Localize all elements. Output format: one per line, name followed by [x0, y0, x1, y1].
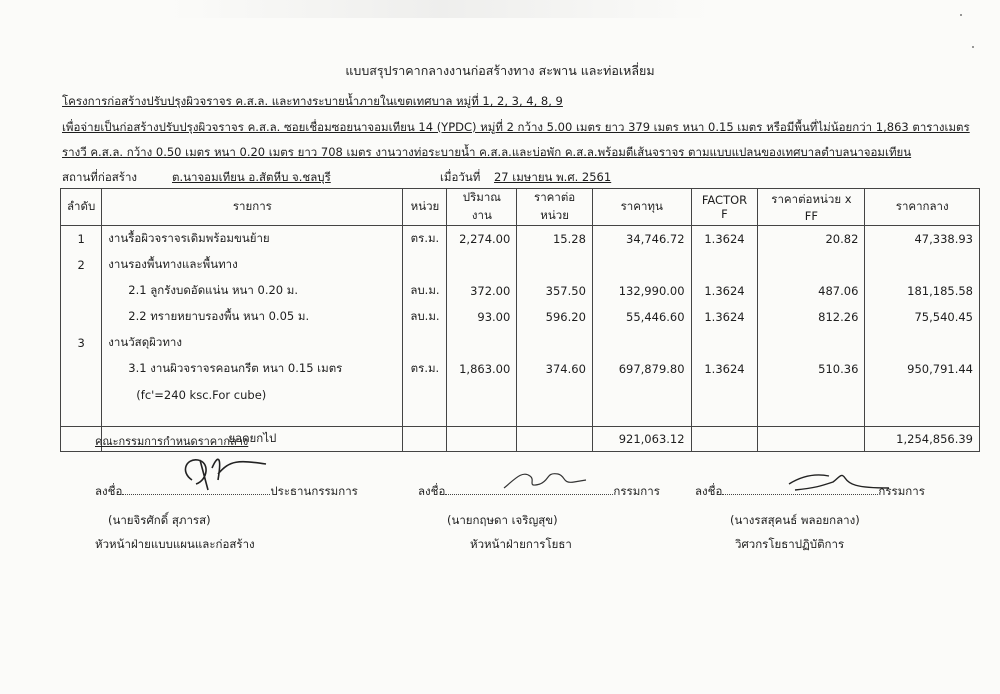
header-no: ลำดับ: [61, 189, 102, 226]
signer-name-3: (นางรสสุคนธ์ พลอยกลาง): [730, 513, 860, 527]
row-no: 1: [61, 226, 102, 253]
total-label: ยอดยกไป: [102, 427, 403, 452]
table-row: [61, 356, 980, 382]
signer-position-2: หัวหน้าฝ่ายการโยธา: [470, 537, 572, 551]
signer-position-3: วิศวกรโยธาปฏิบัติการ: [735, 537, 845, 551]
row-no: [61, 356, 102, 382]
row-unit: [403, 252, 447, 278]
signature-line-2: [418, 483, 660, 501]
header-unit-price: ราคาต่อหน่วย: [517, 189, 593, 226]
header-median: ราคากลาง: [865, 189, 980, 226]
row-unit-price: [517, 382, 593, 408]
row-item: 2.2 ทรายหยาบรองพื้น หนา 0.05 ม.: [102, 304, 403, 330]
row-factor: 1.3624: [691, 226, 758, 253]
sign-label: ลงชื่อ: [95, 484, 123, 498]
signature-line-3: [695, 483, 925, 501]
row-median: [865, 252, 980, 278]
row-unit-price: 15.28: [517, 226, 593, 253]
header-factor: FACTOR F: [691, 189, 758, 226]
row-factor: [691, 330, 758, 356]
row-factor: [691, 252, 758, 278]
total-median: 1,254,856.39: [865, 427, 980, 452]
signer-name-1: (นายจิรศักดิ์ สุภารส): [108, 513, 211, 527]
table-row: [61, 278, 980, 304]
row-factor: 1.3624: [691, 278, 758, 304]
header-cost: ราคาทุน: [592, 189, 691, 226]
row-price-ff: 812.26: [758, 304, 865, 330]
date-field: [440, 169, 611, 187]
row-median: 47,338.93: [865, 226, 980, 253]
site-value: ต.นาจอมเทียน อ.สัตหีบ จ.ชลบุรี: [172, 170, 331, 184]
row-factor: 1.3624: [691, 304, 758, 330]
row-price-ff: 510.36: [758, 356, 865, 382]
header-price-ff: ราคาต่อหน่วย x FF: [758, 189, 865, 226]
row-factor: 1.3624: [691, 356, 758, 382]
row-cost: [592, 382, 691, 408]
table-row: [61, 330, 980, 356]
row-unit: ตร.ม.: [403, 356, 447, 382]
signer-role: กรรมการ: [878, 484, 925, 498]
row-unit: ลบ.ม.: [403, 304, 447, 330]
row-median: [865, 382, 980, 408]
drain-line: รางวี ค.ส.ล. กว้าง 0.50 เมตร หนา 0.20 เมตร ยาว 708 เมตร งานวางท่อระบายน้ำ ค.ส.ล.และบ่อพัก ค.ส.ล.พร้อมตีเส้นจราจร ตามแบบแปลนของเทศบาลตำบลนาจอมเทียน: [62, 145, 912, 159]
row-qty: 2,274.00: [447, 226, 517, 253]
row-qty: [447, 252, 517, 278]
row-unit-price: 596.20: [517, 304, 593, 330]
header-item: รายการ: [102, 189, 403, 226]
committee-heading: คณะกรรมการกำหนดราคากลาง: [95, 435, 249, 448]
row-qty: 93.00: [447, 304, 517, 330]
row-factor: [691, 382, 758, 408]
row-no: [61, 304, 102, 330]
row-qty: [447, 330, 517, 356]
table-header-row: [61, 189, 980, 226]
row-item: งานรองพื้นทางและพื้นทาง: [102, 252, 403, 278]
row-no: 3: [61, 330, 102, 356]
row-qty: 1,863.00: [447, 356, 517, 382]
row-no: [61, 278, 102, 304]
row-unit: [403, 382, 447, 408]
row-item: งานวัสดุผิวทาง: [102, 330, 403, 356]
table-row: [61, 226, 980, 253]
header-qty: ปริมาณงาน: [447, 189, 517, 226]
row-cost: [592, 330, 691, 356]
scan-speck: [972, 46, 974, 48]
project-line: โครงการก่อสร้างปรับปรุงผิวจราจร ค.ส.ล. และทางระบายน้ำภายในเขตเทศบาล หมู่ที่ 1, 2, 3, 4, 8, 9: [62, 94, 563, 108]
row-median: 181,185.58: [865, 278, 980, 304]
row-median: 75,540.45: [865, 304, 980, 330]
table-row: [61, 408, 980, 427]
row-cost: 132,990.00: [592, 278, 691, 304]
row-unit: ตร.ม.: [403, 226, 447, 253]
scan-speck: [960, 14, 962, 16]
table-row: [61, 304, 980, 330]
signer-name-2: (นายกฤษดา เจริญสุข): [447, 513, 558, 527]
row-item: 3.1 งานผิวจราจรคอนกรีต หนา 0.15 เมตร: [102, 356, 403, 382]
row-cost: [592, 252, 691, 278]
purpose-line: เพื่อจ่ายเป็นก่อสร้างปรับปรุงผิวจราจร ค.ส.ล. ซอยเชื่อมซอยนาจอมเทียน 14 (YPDC) หมู่ที่ 2 กว้าง 5.00 เมตร ยาว 379 เมตร หนา 0.15 เมตร หรือมีพื้นที่ไม่น้อยกว่า 1,863 ตารางเมตร: [62, 120, 970, 134]
price-table: [60, 188, 980, 452]
row-unit-price: [517, 252, 593, 278]
row-price-ff: 487.06: [758, 278, 865, 304]
document-title: แบบสรุปราคากลางงานก่อสร้างทาง สะพาน และท่อเหลี่ยม: [345, 63, 655, 78]
row-price-ff: [758, 330, 865, 356]
row-no: 2: [61, 252, 102, 278]
row-unit: ลบ.ม.: [403, 278, 447, 304]
row-unit-price: 374.60: [517, 356, 593, 382]
row-price-ff: 20.82: [758, 226, 865, 253]
scan-bleed: [170, 0, 710, 18]
signer-role: ประธานกรรมการ: [270, 484, 358, 498]
row-price-ff: [758, 382, 865, 408]
total-cost: 921,063.12: [592, 427, 691, 452]
row-unit: [403, 330, 447, 356]
row-qty: 372.00: [447, 278, 517, 304]
signature-line-1: [95, 483, 358, 501]
row-cost: 55,446.60: [592, 304, 691, 330]
row-no: [61, 382, 102, 408]
row-item: 2.1 ลูกรังบดอัดแน่น หนา 0.20 ม.: [102, 278, 403, 304]
row-cost: 697,879.80: [592, 356, 691, 382]
row-unit-price: [517, 330, 593, 356]
sign-label: ลงชื่อ: [418, 484, 446, 498]
header-unit: หน่วย: [403, 189, 447, 226]
date-label: เมื่อวันที่: [440, 170, 481, 184]
row-item: งานรื้อผิวจราจรเดิมพร้อมขนย้าย: [102, 226, 403, 253]
row-qty: [447, 382, 517, 408]
row-median: 950,791.44: [865, 356, 980, 382]
row-price-ff: [758, 252, 865, 278]
sign-label: ลงชื่อ: [695, 484, 723, 498]
row-cost: 34,746.72: [592, 226, 691, 253]
row-item: (fc'=240 ksc.For cube): [102, 382, 403, 408]
signer-role: กรรมการ: [613, 484, 660, 498]
table-row: [61, 382, 980, 408]
row-median: [865, 330, 980, 356]
date-value: 27 เมษายน พ.ศ. 2561: [493, 170, 612, 184]
table-row: [61, 252, 980, 278]
row-unit-price: 357.50: [517, 278, 593, 304]
signer-position-1: หัวหน้าฝ่ายแบบแผนและก่อสร้าง: [95, 537, 255, 551]
site-label: สถานที่ก่อสร้าง: [62, 170, 138, 184]
